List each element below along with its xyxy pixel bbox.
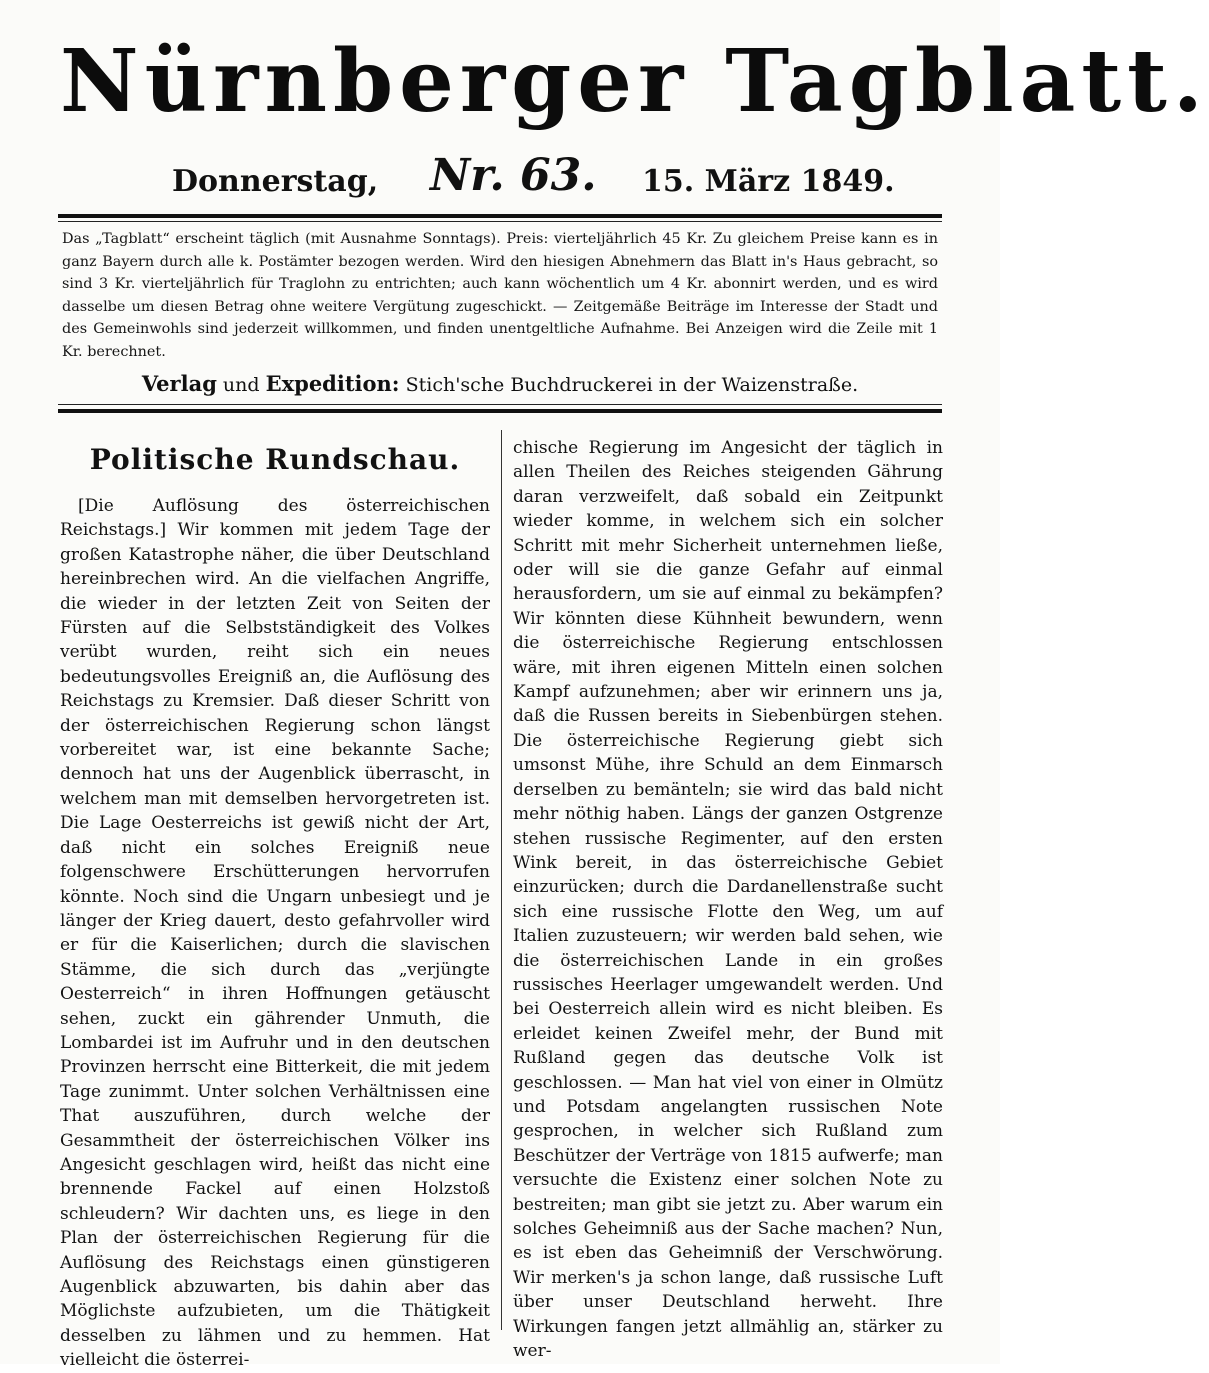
masthead-title: Nürnberger Tagblatt.	[60, 31, 1209, 132]
header-rule-top-thin	[58, 221, 942, 222]
article-left-column	[60, 440, 490, 1373]
article-text-right: chische Regierung im Angesicht der täglich in allen Theilen des Reiches steigenden Gährung daran verzweifelt, daß sobald ein Zeitpunkt wieder komme, in welchem sich ein solcher Schritt mit mehr Sicherheit unternehmen ließe, oder will sie die ganze Gefahr auf einmal herausfordern, um sie auf einmal zu bekämpfen? Wir könnten diese Kühnheit bewundern, wenn die österreichische Regierung entschlossen wäre, mit ihren eigenen Mitteln einen solchen Kampf aufzunehmen; aber wir erinnern uns ja, daß die Russen bereits in Siebenbürgen stehen. Die österreichische Regierung giebt sich umsonst Mühe, ihre Schuld an dem Einmarsch derselben zu bemänteln; sie wird das bald nicht mehr nöthig haben. Längs der ganzen Ostgrenze stehen russische Regimenter, auf den ersten Wink bereit, in das österreichische Gebiet einzurücken; durch die Dardanellenstraße sucht sich eine russische Flotte den Weg, um auf Italien zuzusteuern; wir werden bald sehen, wie die österreichischen Lande in ein großes russisches Heerlager umgewandelt werden. Und bei Oesterreich allein wird es nicht bleiben. Es erleidet keinen Zweifel mehr, der Bund mit Rußland gegen das deutsche Volk ist geschlossen. — Man hat viel von einer in Olmütz und Potsdam angelangten russischen Note gesprochen, in welcher sich Rußland zum Beschützer der Verträge von 1815 aufwerfe; man versuchte die Existenz einer solchen Note zu bestreiten; man gibt sie jetzt zu. Aber warum ein solches Geheimniß aus der Sache machen? Nun, es ist eben das Geheimniß der Verschwörung. Wir merken's ja schon lange, daß russische Luft über unser Deutschland herweht. Ihre Wirkungen fangen jetzt allmählig an, stärker zu wer-	[513, 438, 943, 1362]
header-rule-top	[58, 214, 942, 218]
issue-weekday: Donnerstag,	[172, 164, 379, 199]
article-text-left: [Die Auflösung des österreichischen Reichstags.] Wir kommen mit jedem Tage der großen Katastrophe näher, die über Deutschland hereinbrechen wird. An die vielfachen Angriffe, die wieder in der letzten Zeit von Seiten der Fürsten auf die Selbstständigkeit des Volkes verübt wurden, reiht sich ein neues bedeutungsvolles Ereigniß an, die Auflösung des Reichstags zu Kremsier. Daß dieser Schritt von der österreichischen Regierung schon längst vorbereitet war, ist eine bekannte Sache; dennoch hat uns der Augenblick überrascht, in welchem man mit demselben hervorgetreten ist. Die Lage Oesterreichs ist gewiß nicht der Art, daß nicht ein solches Ereigniß neue folgenschwere Erschütterungen hervorrufen könnte. Noch sind die Ungarn unbesiegt und je länger der Krieg dauert, desto gefahrvoller wird er für die Kaiserlichen; durch die slavischen Stämme, die sich durch das „verjüngte Oesterreich“ in ihren Hoffnungen getäuscht sehen, zuckt ein gährender Unmuth, die Lombardei ist im Aufruhr und in den deutschen Provinzen herrscht eine Bitterkeit, die mit jedem Tage zunimmt. Unter solchen Verhältnissen eine That auszuführen, durch welche der Gesammtheit der österreichischen Völker ins Angesicht geschlagen wird, heißt das nicht eine brennende Fackel auf einen Holzstoß schleudern? Wir dachten uns, es liege in den Plan der österreichischen Regierung für die Auflösung des Reichstags einen günstigeren Augenblick abzuwarten, bis dahin aber das Möglichste aufzubieten, um die Thätigkeit desselben zu lähmen und zu hemmen. Hat vielleicht die österrei-	[60, 496, 490, 1371]
publisher-expedition: Expedition:	[265, 371, 400, 396]
dateline	[60, 150, 940, 210]
issue-date: 15. März 1849.	[642, 164, 895, 199]
publisher-verlag: Verlag	[141, 371, 217, 396]
column-divider	[501, 430, 502, 1330]
publisher-und: und	[222, 374, 260, 396]
section-title: Politische Rundschau.	[89, 443, 461, 476]
publisher-address: Stich'sche Buchdruckerei in der Waizenstraße.	[405, 374, 859, 396]
subscription-notice: Das „Tagblatt“ erscheint täglich (mit Ausnahme Sonntags). Preis: vierteljährlich 45 Kr. Zu gleichem Preise kann es in ganz Bayern durch alle k. Postämter bezogen werden. Wird den hiesigen Abnehmern das Blatt in's Haus gebracht, so sind 3 Kr. vierteljährlich für Traglohn zu entrichten; auch kann wöchentlich um 4 Kr. abonnirt werden, und es wird dasselbe um diesen Betrag ohne weitere Vergütung zugeschickt. — Zeitgemäße Beiträge im Interesse der Stadt und des Gemeinwohls sind jederzeit willkommen, und finden unentgeltliche Aufnahme. Bei Anzeigen wird die Zeile mit 1 Kr. berechnet.	[62, 231, 938, 360]
header-rule-bottom-thin	[58, 404, 942, 405]
publisher-line	[60, 369, 940, 400]
issue-number: Nr. 63.	[430, 150, 597, 201]
article-right-column	[513, 436, 943, 1363]
header-rule-bottom	[58, 409, 942, 413]
